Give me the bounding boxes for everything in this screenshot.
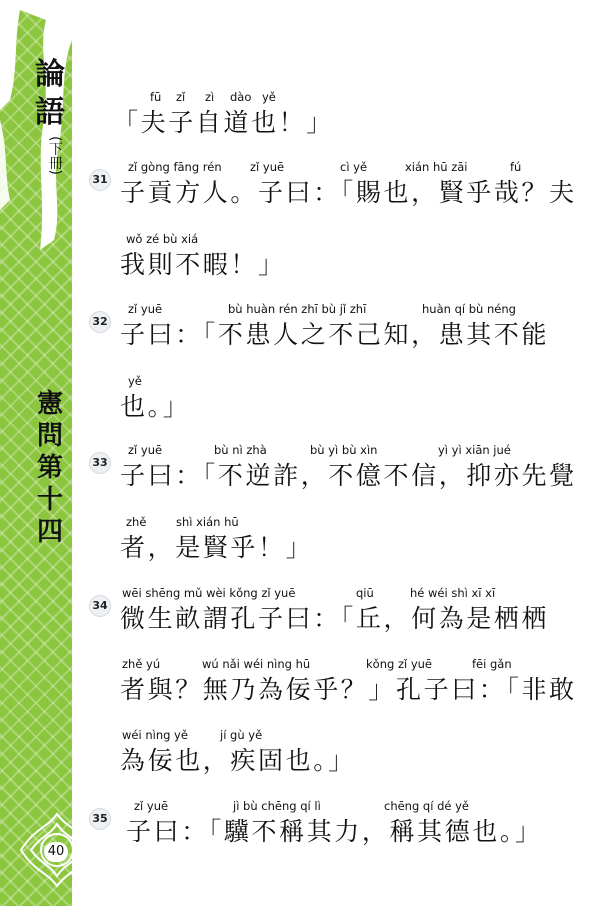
- chapter-char: 四: [36, 517, 63, 547]
- pinyin: cì yě: [340, 160, 368, 174]
- chapter-char: 十: [36, 485, 63, 515]
- pinyin: wēi shēng mǔ wèi kǒng zǐ yuē: [122, 586, 296, 600]
- pinyin: zì: [205, 90, 215, 104]
- pinyin: zǐ yuē: [134, 799, 169, 813]
- pinyin: fēi gǎn: [472, 657, 512, 671]
- hanzi-text: 者與？無乃為佞乎？」孔子曰：「非敢: [120, 675, 577, 704]
- pinyin: shì xián hū: [176, 515, 239, 529]
- pinyin: hé wéi shì xī xī: [410, 586, 496, 600]
- pinyin: chēng qí dé yě: [384, 799, 469, 813]
- verse-number: 35: [90, 809, 110, 829]
- verse-number: 34: [90, 596, 110, 616]
- pinyin: zhě yú: [122, 657, 161, 671]
- chapter-char: 第: [36, 453, 63, 483]
- pinyin: kǒng zǐ yuē: [366, 657, 432, 671]
- pinyin: xián hū zāi: [405, 160, 468, 174]
- hanzi-text: 子曰：「不逆詐，不億不信，抑亦先覺: [120, 461, 577, 490]
- pinyin: fū: [150, 90, 162, 104]
- pinyin: wǒ zé bù xiá: [126, 232, 199, 246]
- pinyin: bù nì zhà: [214, 443, 267, 457]
- pinyin: jì bù chēng qí lì: [233, 799, 321, 813]
- pinyin: zǐ gòng fāng rén: [128, 160, 222, 174]
- pinyin: zǐ yuē: [128, 302, 163, 316]
- pinyin: zhě: [126, 515, 147, 529]
- verse-number: 32: [90, 312, 110, 332]
- pinyin: yě: [128, 374, 142, 388]
- pinyin: yě: [262, 90, 276, 104]
- verse-number: 31: [90, 170, 110, 190]
- page-number: 40: [44, 842, 68, 862]
- pinyin: huàn qí bù néng: [422, 302, 516, 316]
- chapter-char: 憲: [36, 389, 63, 419]
- chapter-char: 問: [36, 421, 63, 451]
- hanzi-text: 者，是賢乎！」: [120, 533, 314, 562]
- pinyin: jí gù yě: [220, 728, 263, 742]
- hanzi-text: 子貢方人。子曰：「賜也，賢乎哉？夫: [120, 178, 577, 207]
- verse-number: 33: [90, 453, 110, 473]
- volume-label: (下冊): [47, 136, 63, 175]
- hanzi-text: 子曰：「驥不稱其力，稱其德也。」: [126, 817, 543, 846]
- hanzi-text: 「夫子自道也！」: [113, 108, 334, 137]
- pinyin: zǐ yuē: [128, 443, 163, 457]
- pinyin: bù yì bù xìn: [310, 443, 378, 457]
- book-title-char: 論: [35, 57, 65, 92]
- pinyin: bù huàn rén zhī bù jǐ zhī: [228, 302, 367, 316]
- hanzi-text: 微生畝謂孔子曰：「丘，何為是栖栖: [120, 604, 550, 633]
- pinyin: zǐ yuē: [250, 160, 285, 174]
- pinyin: dào: [230, 90, 252, 104]
- pinyin: fú: [510, 160, 522, 174]
- pinyin: qiū: [356, 586, 374, 600]
- pinyin: zǐ: [176, 90, 186, 104]
- hanzi-text: 為佞也，疾固也。」: [120, 746, 356, 775]
- hanzi-text: 我則不暇！」: [120, 250, 286, 279]
- pinyin: wéi nìng yě: [122, 728, 188, 742]
- pinyin: wú nǎi wéi nìng hū: [202, 657, 311, 671]
- book-title-char: 語: [35, 95, 65, 130]
- hanzi-text: 子曰：「不患人之不己知，患其不能: [120, 320, 550, 349]
- pinyin: yì yì xiān jué: [438, 443, 511, 457]
- hanzi-text: 也。」: [120, 392, 191, 421]
